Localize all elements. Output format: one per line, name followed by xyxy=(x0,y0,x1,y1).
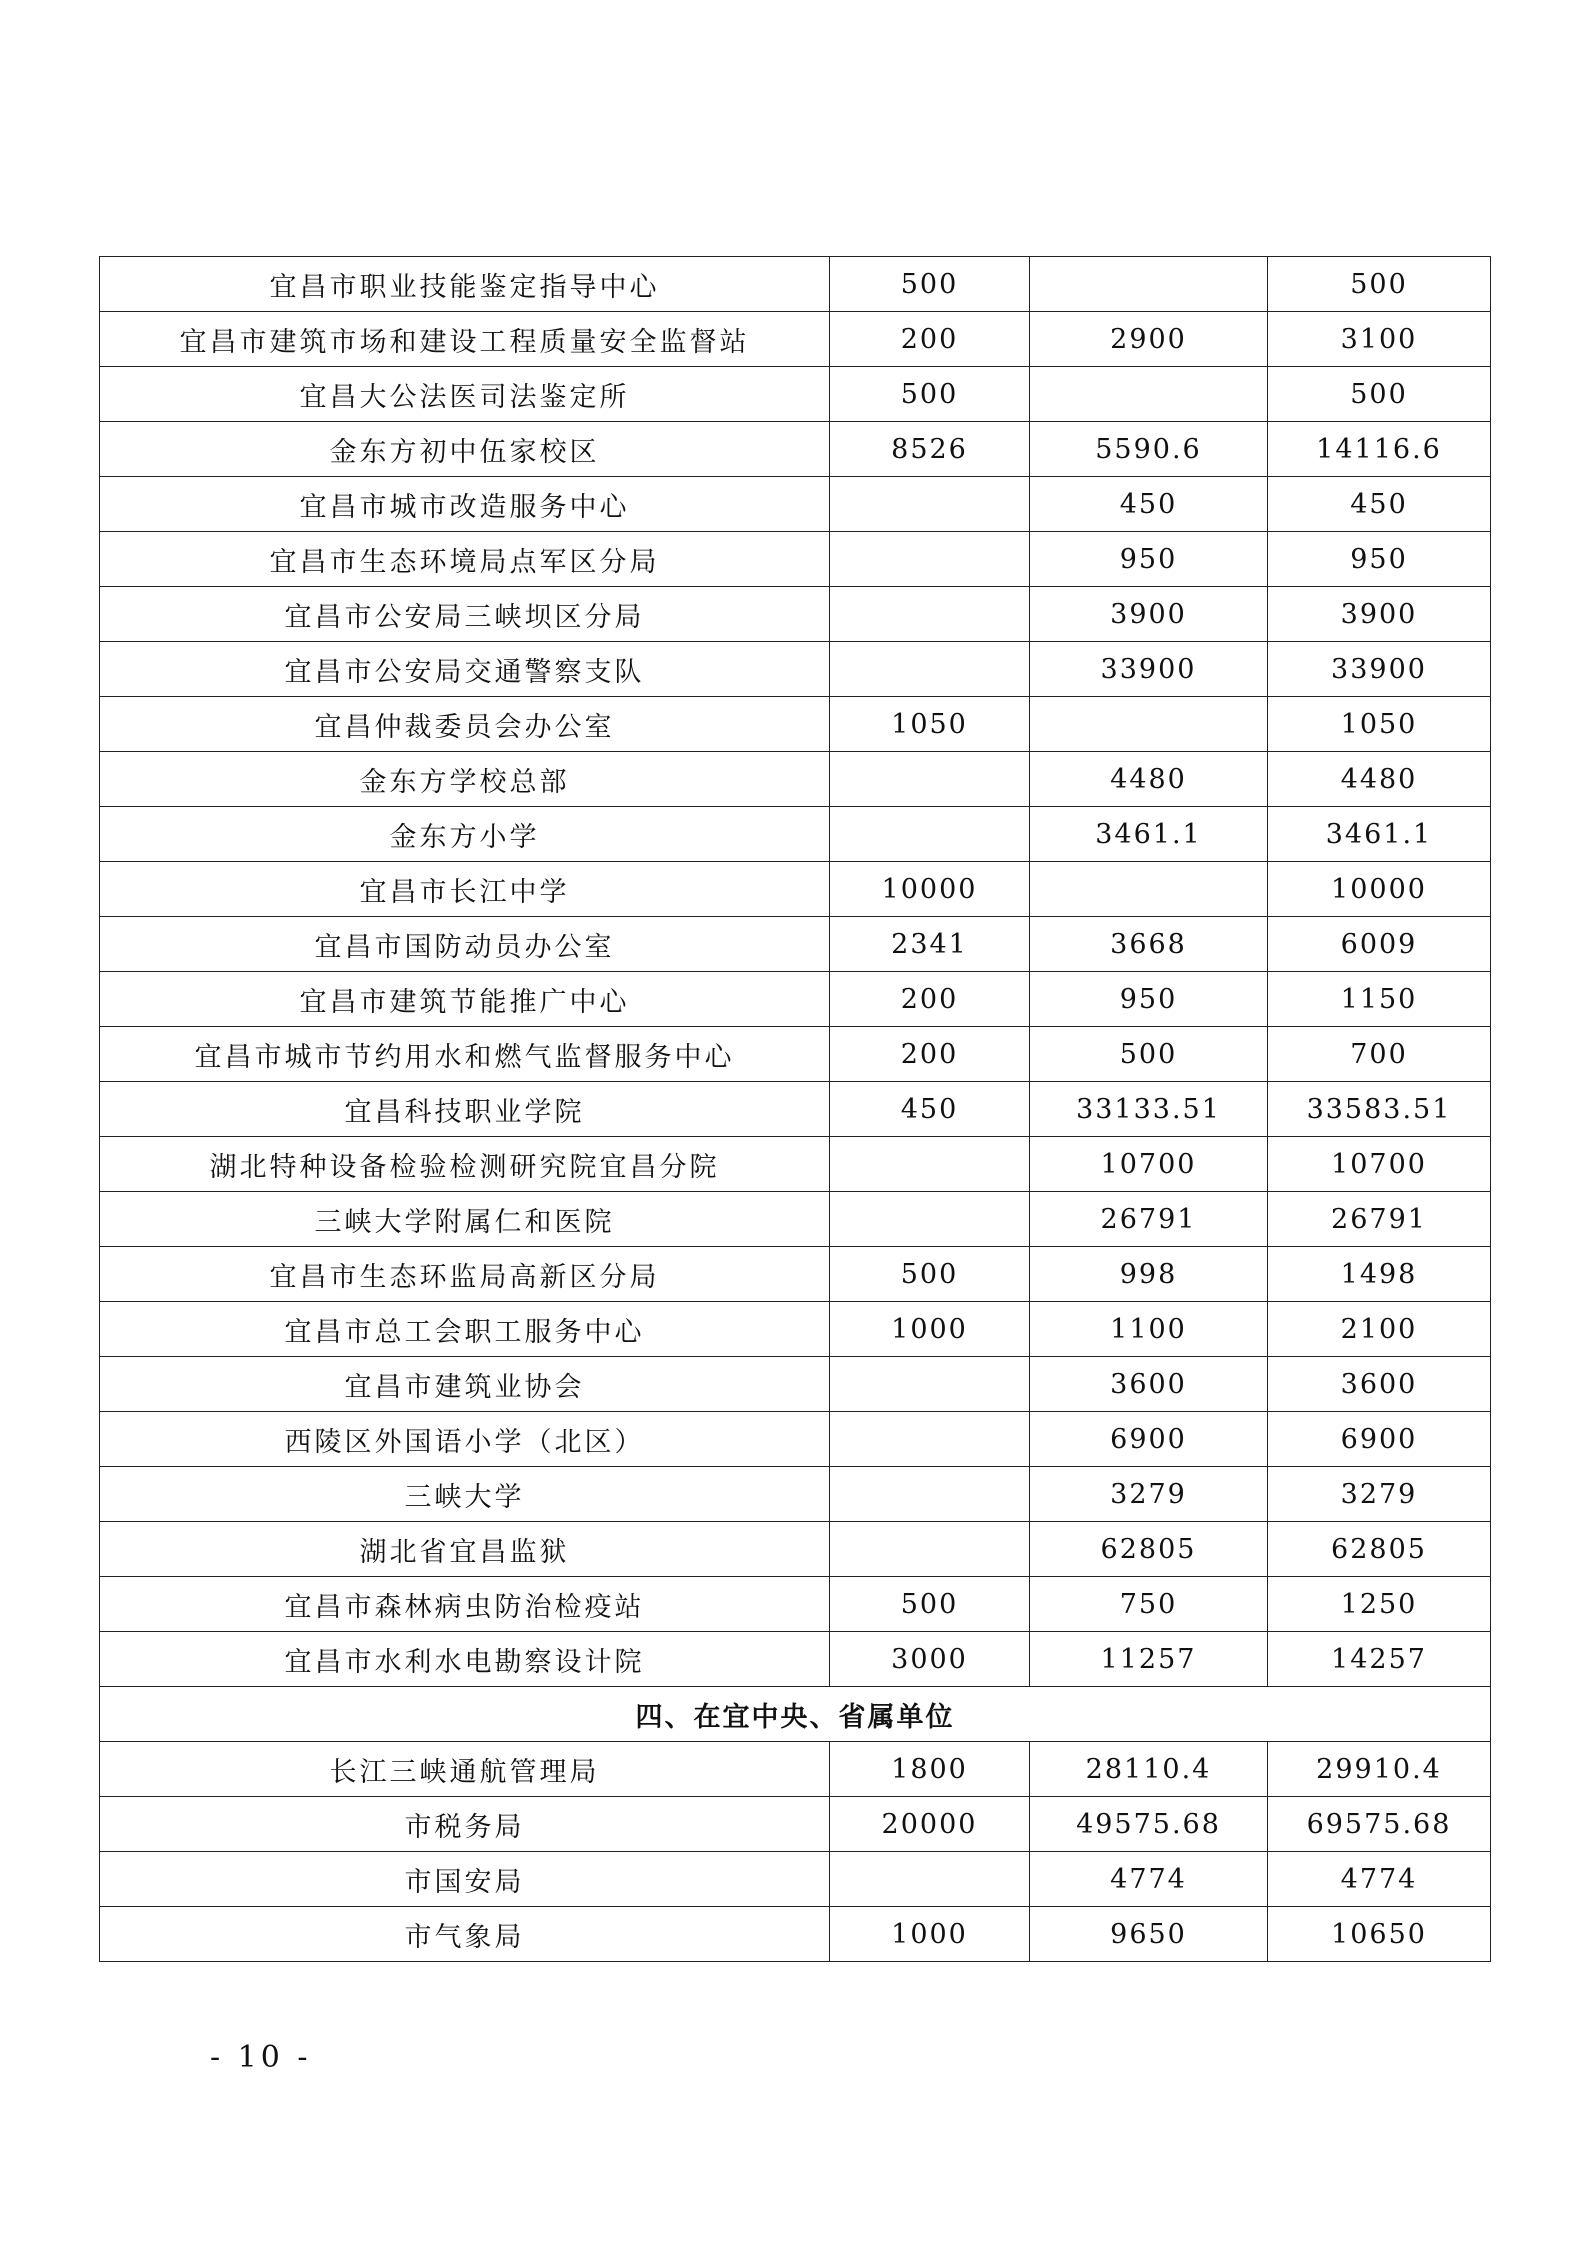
table-row xyxy=(100,1577,1491,1632)
table-row xyxy=(100,1742,1491,1797)
table-row xyxy=(100,697,1491,752)
total-cell: 4480 xyxy=(1268,752,1491,807)
value-cell-col1: 2341 xyxy=(830,917,1030,972)
value-cell-col1: 500 xyxy=(830,1577,1030,1632)
value-cell-col2: 62805 xyxy=(1030,1522,1268,1577)
value-cell-col1 xyxy=(830,752,1030,807)
table-row xyxy=(100,1412,1491,1467)
total-cell: 62805 xyxy=(1268,1522,1491,1577)
unit-name-cell: 金东方初中伍家校区 xyxy=(100,422,830,477)
unit-name-cell: 宜昌市公安局三峡坝区分局 xyxy=(100,587,830,642)
value-cell-col1: 1050 xyxy=(830,697,1030,752)
table-row xyxy=(100,1797,1491,1852)
value-cell-col1: 500 xyxy=(830,367,1030,422)
value-cell-col1: 200 xyxy=(830,972,1030,1027)
unit-name-cell: 宜昌市长江中学 xyxy=(100,862,830,917)
value-cell-col2: 5590.6 xyxy=(1030,422,1268,477)
value-cell-col2: 450 xyxy=(1030,477,1268,532)
table-row xyxy=(100,1247,1491,1302)
unit-name-cell: 宜昌市生态环境局点军区分局 xyxy=(100,532,830,587)
unit-name-cell: 市国安局 xyxy=(100,1852,830,1907)
total-cell: 6009 xyxy=(1268,917,1491,972)
total-cell: 6900 xyxy=(1268,1412,1491,1467)
value-cell-col2: 3600 xyxy=(1030,1357,1268,1412)
unit-name-cell: 长江三峡通航管理局 xyxy=(100,1742,830,1797)
section-header-row xyxy=(100,1687,1491,1742)
total-cell: 700 xyxy=(1268,1027,1491,1082)
value-cell-col1: 10000 xyxy=(830,862,1030,917)
table-row xyxy=(100,1522,1491,1577)
value-cell-col2: 49575.68 xyxy=(1030,1797,1268,1852)
total-cell: 1250 xyxy=(1268,1577,1491,1632)
value-cell-col1: 1000 xyxy=(830,1302,1030,1357)
total-cell: 3279 xyxy=(1268,1467,1491,1522)
table-row xyxy=(100,257,1491,312)
total-cell: 3600 xyxy=(1268,1357,1491,1412)
unit-name-cell: 宜昌大公法医司法鉴定所 xyxy=(100,367,830,422)
value-cell-col1: 1800 xyxy=(830,1742,1030,1797)
total-cell: 1150 xyxy=(1268,972,1491,1027)
total-cell: 3900 xyxy=(1268,587,1491,642)
value-cell-col1: 1000 xyxy=(830,1907,1030,1962)
total-cell: 4774 xyxy=(1268,1852,1491,1907)
total-cell: 950 xyxy=(1268,532,1491,587)
value-cell-col2: 3461.1 xyxy=(1030,807,1268,862)
value-cell-col2: 4774 xyxy=(1030,1852,1268,1907)
table-row xyxy=(100,642,1491,697)
unit-name-cell: 金东方小学 xyxy=(100,807,830,862)
value-cell-col1: 200 xyxy=(830,312,1030,367)
total-cell: 26791 xyxy=(1268,1192,1491,1247)
table-row xyxy=(100,1082,1491,1137)
unit-name-cell: 市税务局 xyxy=(100,1797,830,1852)
total-cell: 500 xyxy=(1268,367,1491,422)
value-cell-col2: 950 xyxy=(1030,532,1268,587)
value-cell-col1 xyxy=(830,1357,1030,1412)
unit-name-cell: 西陵区外国语小学（北区） xyxy=(100,1412,830,1467)
value-cell-col2: 33900 xyxy=(1030,642,1268,697)
value-cell-col2: 11257 xyxy=(1030,1632,1268,1687)
unit-name-cell: 三峡大学附属仁和医院 xyxy=(100,1192,830,1247)
value-cell-col1 xyxy=(830,807,1030,862)
table-row xyxy=(100,477,1491,532)
total-cell: 450 xyxy=(1268,477,1491,532)
unit-name-cell: 湖北特种设备检验检测研究院宜昌分院 xyxy=(100,1137,830,1192)
value-cell-col1 xyxy=(830,477,1030,532)
value-cell-col1 xyxy=(830,1852,1030,1907)
table-row xyxy=(100,367,1491,422)
value-cell-col1 xyxy=(830,1137,1030,1192)
unit-name-cell: 宜昌科技职业学院 xyxy=(100,1082,830,1137)
table-row xyxy=(100,1467,1491,1522)
total-cell: 10700 xyxy=(1268,1137,1491,1192)
table-row xyxy=(100,917,1491,972)
value-cell-col2: 9650 xyxy=(1030,1907,1268,1962)
value-cell-col2: 4480 xyxy=(1030,752,1268,807)
value-cell-col2 xyxy=(1030,367,1268,422)
table-row xyxy=(100,312,1491,367)
unit-name-cell: 宜昌市建筑业协会 xyxy=(100,1357,830,1412)
funding-table xyxy=(99,256,1491,1962)
unit-name-cell: 湖北省宜昌监狱 xyxy=(100,1522,830,1577)
value-cell-col2 xyxy=(1030,697,1268,752)
value-cell-col2: 26791 xyxy=(1030,1192,1268,1247)
value-cell-col1 xyxy=(830,587,1030,642)
value-cell-col1: 3000 xyxy=(830,1632,1030,1687)
unit-name-cell: 宜昌市城市改造服务中心 xyxy=(100,477,830,532)
value-cell-col2: 3668 xyxy=(1030,917,1268,972)
total-cell: 29910.4 xyxy=(1268,1742,1491,1797)
unit-name-cell: 宜昌市森林病虫防治检疫站 xyxy=(100,1577,830,1632)
value-cell-col1 xyxy=(830,1412,1030,1467)
value-cell-col2: 950 xyxy=(1030,972,1268,1027)
table-row xyxy=(100,1027,1491,1082)
total-cell: 1498 xyxy=(1268,1247,1491,1302)
table-row xyxy=(100,422,1491,477)
value-cell-col2: 33133.51 xyxy=(1030,1082,1268,1137)
unit-name-cell: 宜昌市职业技能鉴定指导中心 xyxy=(100,257,830,312)
value-cell-col1: 450 xyxy=(830,1082,1030,1137)
total-cell: 14116.6 xyxy=(1268,422,1491,477)
value-cell-col2: 998 xyxy=(1030,1247,1268,1302)
table-row xyxy=(100,587,1491,642)
table-row xyxy=(100,807,1491,862)
unit-name-cell: 宜昌市城市节约用水和燃气监督服务中心 xyxy=(100,1027,830,1082)
table-row xyxy=(100,1137,1491,1192)
unit-name-cell: 宜昌市国防动员办公室 xyxy=(100,917,830,972)
unit-name-cell: 市气象局 xyxy=(100,1907,830,1962)
unit-name-cell: 宜昌市建筑市场和建设工程质量安全监督站 xyxy=(100,312,830,367)
table-row xyxy=(100,1357,1491,1412)
value-cell-col2: 10700 xyxy=(1030,1137,1268,1192)
section-title: 四、在宜中央、省属单位 xyxy=(100,1687,1491,1742)
value-cell-col1 xyxy=(830,1467,1030,1522)
unit-name-cell: 宜昌市公安局交通警察支队 xyxy=(100,642,830,697)
table-row xyxy=(100,532,1491,587)
value-cell-col1: 500 xyxy=(830,1247,1030,1302)
value-cell-col2: 6900 xyxy=(1030,1412,1268,1467)
table-row xyxy=(100,972,1491,1027)
total-cell: 3461.1 xyxy=(1268,807,1491,862)
table-row xyxy=(100,1192,1491,1247)
value-cell-col1: 8526 xyxy=(830,422,1030,477)
value-cell-col1: 20000 xyxy=(830,1797,1030,1852)
table-row xyxy=(100,1852,1491,1907)
total-cell: 14257 xyxy=(1268,1632,1491,1687)
value-cell-col2: 500 xyxy=(1030,1027,1268,1082)
total-cell: 1050 xyxy=(1268,697,1491,752)
table-row xyxy=(100,752,1491,807)
unit-name-cell: 宜昌市建筑节能推广中心 xyxy=(100,972,830,1027)
table-row xyxy=(100,862,1491,917)
total-cell: 69575.68 xyxy=(1268,1797,1491,1852)
table-row xyxy=(100,1632,1491,1687)
value-cell-col1 xyxy=(830,1192,1030,1247)
page-number: - 10 - xyxy=(210,2040,312,2075)
unit-name-cell: 金东方学校总部 xyxy=(100,752,830,807)
value-cell-col2 xyxy=(1030,862,1268,917)
value-cell-col1 xyxy=(830,642,1030,697)
total-cell: 10000 xyxy=(1268,862,1491,917)
value-cell-col2: 3279 xyxy=(1030,1467,1268,1522)
total-cell: 33900 xyxy=(1268,642,1491,697)
value-cell-col1 xyxy=(830,532,1030,587)
unit-name-cell: 宜昌市生态环监局高新区分局 xyxy=(100,1247,830,1302)
total-cell: 10650 xyxy=(1268,1907,1491,1962)
value-cell-col2: 3900 xyxy=(1030,587,1268,642)
total-cell: 500 xyxy=(1268,257,1491,312)
table-row xyxy=(100,1907,1491,1962)
value-cell-col1: 500 xyxy=(830,257,1030,312)
table-row xyxy=(100,1302,1491,1357)
total-cell: 3100 xyxy=(1268,312,1491,367)
unit-name-cell: 宜昌仲裁委员会办公室 xyxy=(100,697,830,752)
value-cell-col2: 2900 xyxy=(1030,312,1268,367)
value-cell-col2 xyxy=(1030,257,1268,312)
unit-name-cell: 三峡大学 xyxy=(100,1467,830,1522)
unit-name-cell: 宜昌市总工会职工服务中心 xyxy=(100,1302,830,1357)
value-cell-col1 xyxy=(830,1522,1030,1577)
value-cell-col2: 750 xyxy=(1030,1577,1268,1632)
unit-name-cell: 宜昌市水利水电勘察设计院 xyxy=(100,1632,830,1687)
total-cell: 2100 xyxy=(1268,1302,1491,1357)
value-cell-col2: 28110.4 xyxy=(1030,1742,1268,1797)
total-cell: 33583.51 xyxy=(1268,1082,1491,1137)
value-cell-col1: 200 xyxy=(830,1027,1030,1082)
value-cell-col2: 1100 xyxy=(1030,1302,1268,1357)
